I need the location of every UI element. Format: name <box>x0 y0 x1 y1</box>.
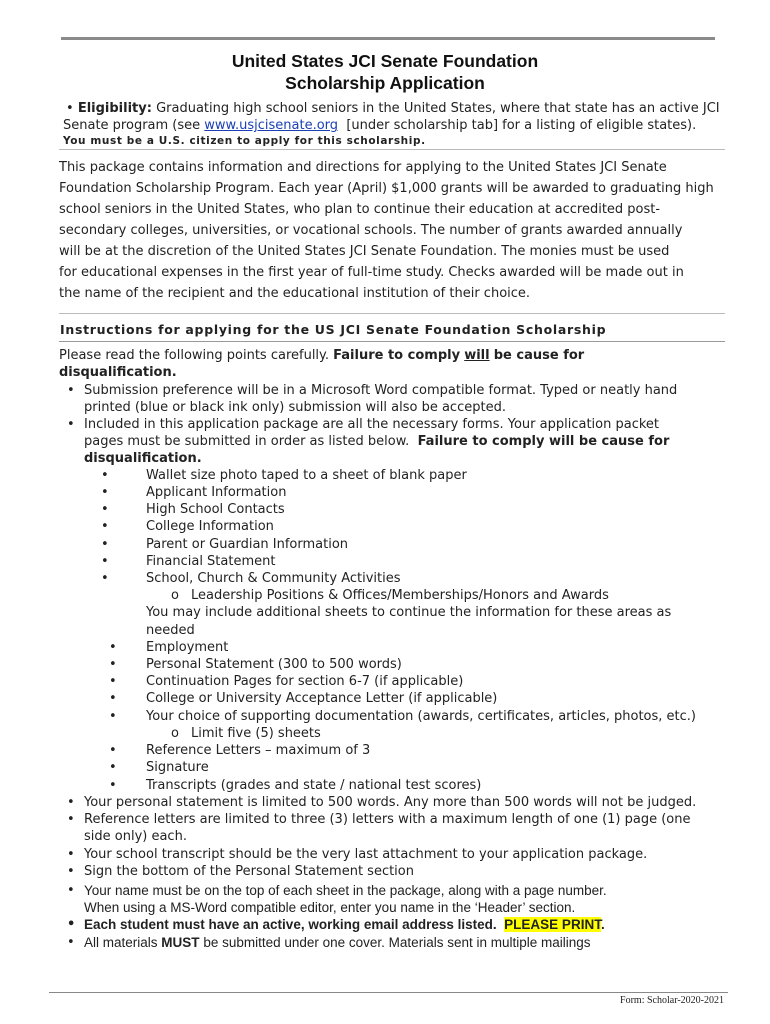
instructions-heading: Instructions for applying for the US JCI Senate Foundation Scholarship <box>60 322 607 337</box>
bullet: • <box>101 519 109 534</box>
bullet: • <box>67 812 75 827</box>
intro-line: Foundation Scholarship Program. Each year (April) $1,000 grants will be awarded to graduating high <box>59 181 714 196</box>
bullet: • <box>101 537 109 552</box>
package-disqualification: disqualification. <box>84 451 202 466</box>
must-text: MUST <box>161 935 200 950</box>
intro-line: This package contains information and directions for applying to the United States JCI Senate <box>59 160 667 175</box>
read-text: Please read the following points carefully. <box>59 348 330 363</box>
list-sub-item: Leadership Positions & Offices/Memberships/Honors and Awards <box>191 588 609 603</box>
list-item: School, Church & Community Activities <box>146 571 401 586</box>
intro-line: the name of the recipient and the educational institution of their choice. <box>59 286 531 301</box>
eligibility-line <box>66 100 720 117</box>
list-note: You may include additional sheets to continue the information for these areas as <box>146 605 672 620</box>
footer-rule <box>49 992 728 993</box>
rule-item: Your name must be on the top of each sheet in the package, along with a page number. <box>84 883 607 898</box>
disqualification-text: disqualification. <box>59 365 177 380</box>
list-item: Transcripts (grades and state / national test scores) <box>146 778 482 793</box>
bullet: • <box>67 917 76 932</box>
submission-line-1: Submission preference will be in a Microsoft Word compatible format. Typed or neatly hand <box>84 383 678 398</box>
page-title: United States JCI Senate Foundation <box>231 51 539 71</box>
form-number: Form: Scholar-2020-2021 <box>620 995 724 1006</box>
list-item: College or University Acceptance Letter (if applicable) <box>146 691 498 706</box>
package-failure-text: Failure to comply will be cause for <box>417 434 670 449</box>
list-note: needed <box>146 623 195 638</box>
package-text: pages must be submitted in order as listed below. <box>84 434 410 449</box>
list-item: Applicant Information <box>146 485 287 500</box>
bullet: • <box>109 674 117 689</box>
bullet: • <box>101 485 109 500</box>
intro-paragraph <box>59 157 719 304</box>
materials-rule <box>84 934 591 951</box>
bullet: • <box>101 571 109 586</box>
intro-rule <box>59 313 725 314</box>
materials-text-post: be submitted under one cover. Materials sent in multiple mailings <box>203 935 591 950</box>
eligibility-text: Graduating high school seniors in the United States, where that state has an active JCI <box>156 101 720 116</box>
list-item: Employment <box>146 640 229 655</box>
email-rule-text: Each student must have an active, working email address listed <box>84 917 493 932</box>
failure-text-post: be cause for <box>493 348 585 363</box>
rule-item: Sign the bottom of the Personal Statement section <box>84 864 414 879</box>
rule-item: side only) each. <box>84 829 187 844</box>
read-carefully-line <box>59 347 584 364</box>
list-item: Parent or Guardian Information <box>146 537 349 552</box>
bullet: • <box>67 864 75 879</box>
please-print-highlight: PLEASE PRINT <box>504 917 601 932</box>
eligibility-text-2a: Senate program (see <box>63 118 201 133</box>
bullet: • <box>109 709 117 724</box>
bullet: • <box>66 101 74 116</box>
intro-line: secondary colleges, universities, or vocational schools. The number of grants awarded annually <box>59 223 683 238</box>
materials-text: All materials <box>84 935 158 950</box>
bullet: • <box>101 554 109 569</box>
bullet: • <box>101 502 109 517</box>
email-rule: Each student must have an active, working email address listed. PLEASE PRINT. <box>84 917 605 932</box>
bullet: • <box>67 417 75 432</box>
list-item: High School Contacts <box>146 502 285 517</box>
list-item: Signature <box>146 760 209 775</box>
intro-line: school seniors in the United States, who plan to continue their education at accredited post- <box>59 202 661 217</box>
eligibility-line-2 <box>63 117 696 134</box>
list-item: Financial Statement <box>146 554 276 569</box>
page-subtitle: Scholarship Application <box>285 73 485 93</box>
eligibility-text-2b: [under scholarship tab] for a listing of eligible states). <box>346 118 697 133</box>
bullet: • <box>67 847 75 862</box>
rule-item: Your personal statement is limited to 500 words. Any more than 500 words will not be judged. <box>84 795 697 810</box>
rule-item: When using a MS-Word compatible editor, enter you name in the ‘Header’ section. <box>84 900 576 915</box>
submission-line-2: printed (blue or black ink only) submission will also be accepted. <box>84 400 506 415</box>
bullet: • <box>109 657 117 672</box>
bullet: • <box>109 778 117 793</box>
sub-bullet: o <box>171 726 179 741</box>
package-line-2 <box>84 433 669 450</box>
bullet: • <box>109 691 117 706</box>
eligibility-label: Eligibility: <box>77 101 152 116</box>
eligibility-rule <box>59 149 725 150</box>
bullet: • <box>109 743 117 758</box>
top-rule <box>61 37 715 40</box>
sub-bullet: o <box>171 588 179 603</box>
intro-line: will be at the discretion of the United States JCI Senate Foundation. The monies must be used <box>59 244 670 259</box>
bullet: • <box>67 795 75 810</box>
bullet: • <box>109 760 117 775</box>
list-item: Wallet size photo taped to a sheet of blank paper <box>146 468 467 483</box>
list-item: Continuation Pages for section 6-7 (if applicable) <box>146 674 464 689</box>
rule-item: Reference letters are limited to three (3) letters with a maximum length of one (1) page (one <box>84 812 691 827</box>
failure-will: will <box>464 348 490 363</box>
list-sub-item: Limit five (5) sheets <box>191 726 321 741</box>
list-item: Personal Statement (300 to 500 words) <box>146 657 402 672</box>
usjcisenate-link[interactable]: www.usjcisenate.org <box>204 118 339 133</box>
bullet: • <box>67 935 75 950</box>
heading-rule <box>59 341 725 342</box>
bullet: • <box>109 640 117 655</box>
list-item: Reference Letters – maximum of 3 <box>146 743 371 758</box>
package-line-1: Included in this application package are all the necessary forms. Your application packet <box>84 417 660 432</box>
citizen-note: You must be a U.S. citizen to apply for this scholarship. <box>63 135 426 147</box>
bullet: • <box>101 468 109 483</box>
list-item: College Information <box>146 519 274 534</box>
failure-text: Failure to comply <box>333 348 461 363</box>
bullet: • <box>67 883 75 898</box>
rule-item: Your school transcript should be the very last attachment to your application package. <box>84 847 648 862</box>
bullet: • <box>67 383 75 398</box>
intro-line: for educational expenses in the first year of full-time study. Checks awarded will be made out in <box>59 265 684 280</box>
list-item: Your choice of supporting documentation (awards, certificates, articles, photos, etc.) <box>146 709 696 724</box>
